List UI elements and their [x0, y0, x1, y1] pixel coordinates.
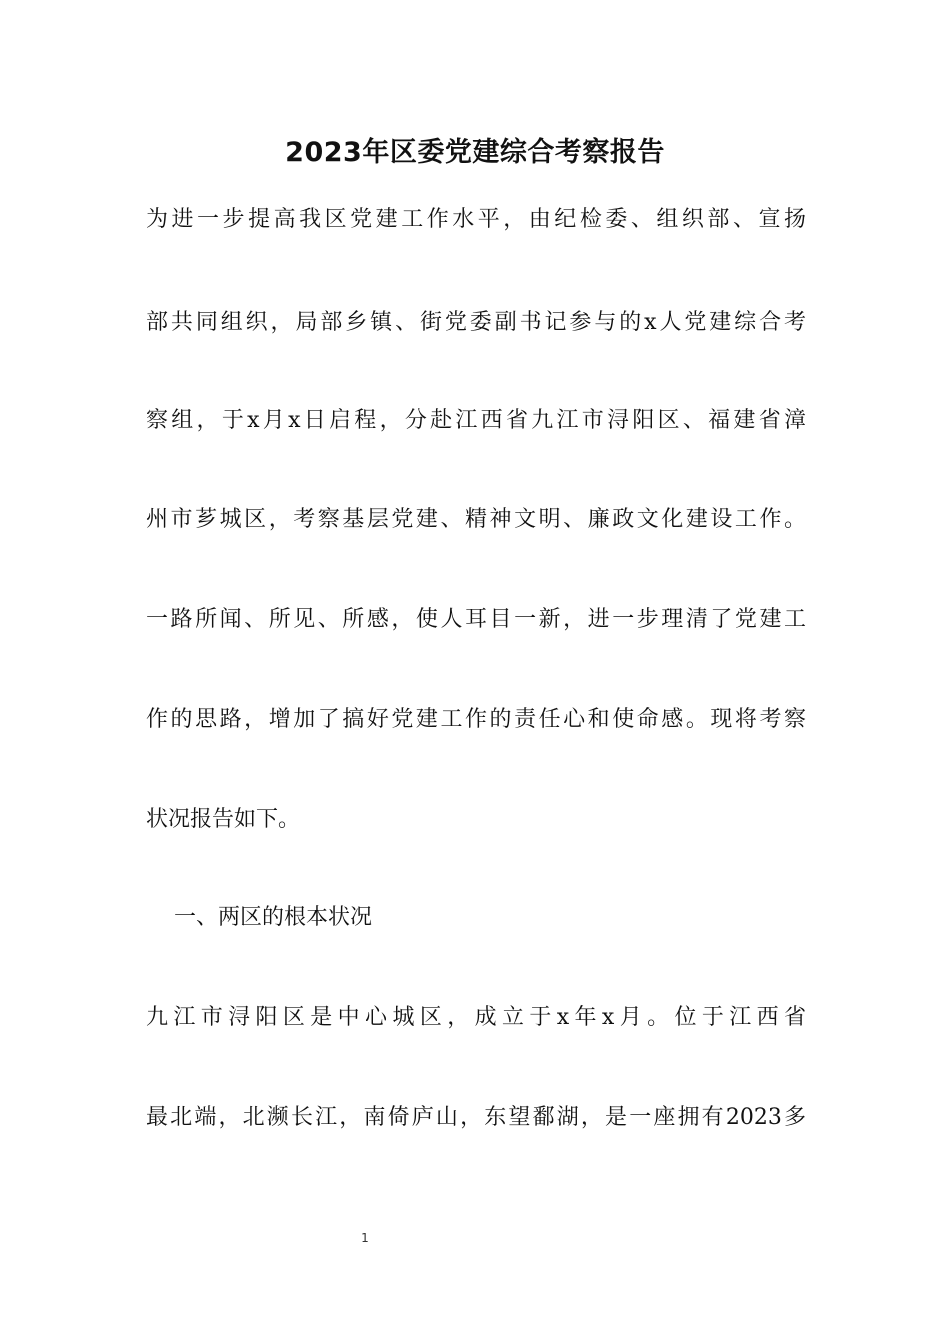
body-line-7: 状况报告如下。 — [146, 807, 301, 832]
page-number: 1 — [361, 1231, 369, 1245]
body-line-4: 州市芗城区，考察基层党建、精神文明、廉政文化建设工作。 — [146, 507, 806, 532]
body-line-2: 部共同组织，局部乡镇、街党委副书记参与的x人党建综合考 — [146, 310, 806, 335]
body-line-5: 一路所闻、所见、所感，使人耳目一新，进一步理清了党建工 — [146, 607, 806, 632]
body-line-3: 察组，于x月x日启程，分赴江西省九江市浔阳区、福建省漳 — [146, 408, 806, 433]
section-heading-1: 一、两区的根本状况 — [146, 905, 372, 930]
document-title: 2023年区委党建综合考察报告 — [285, 137, 665, 168]
body-line-6: 作的思路，增加了搞好党建工作的责任心和使命感。现将考察 — [146, 707, 806, 732]
body-line-10: 最北端，北濒长江，南倚庐山，东望鄱湖，是一座拥有2023多 — [146, 1105, 806, 1130]
body-line-1: 为进一步提高我区党建工作水平，由纪检委、组织部、宣扬 — [146, 207, 806, 232]
body-line-9: 九江市浔阳区是中心城区，成立于x年x月。位于江西省 — [146, 1005, 806, 1030]
